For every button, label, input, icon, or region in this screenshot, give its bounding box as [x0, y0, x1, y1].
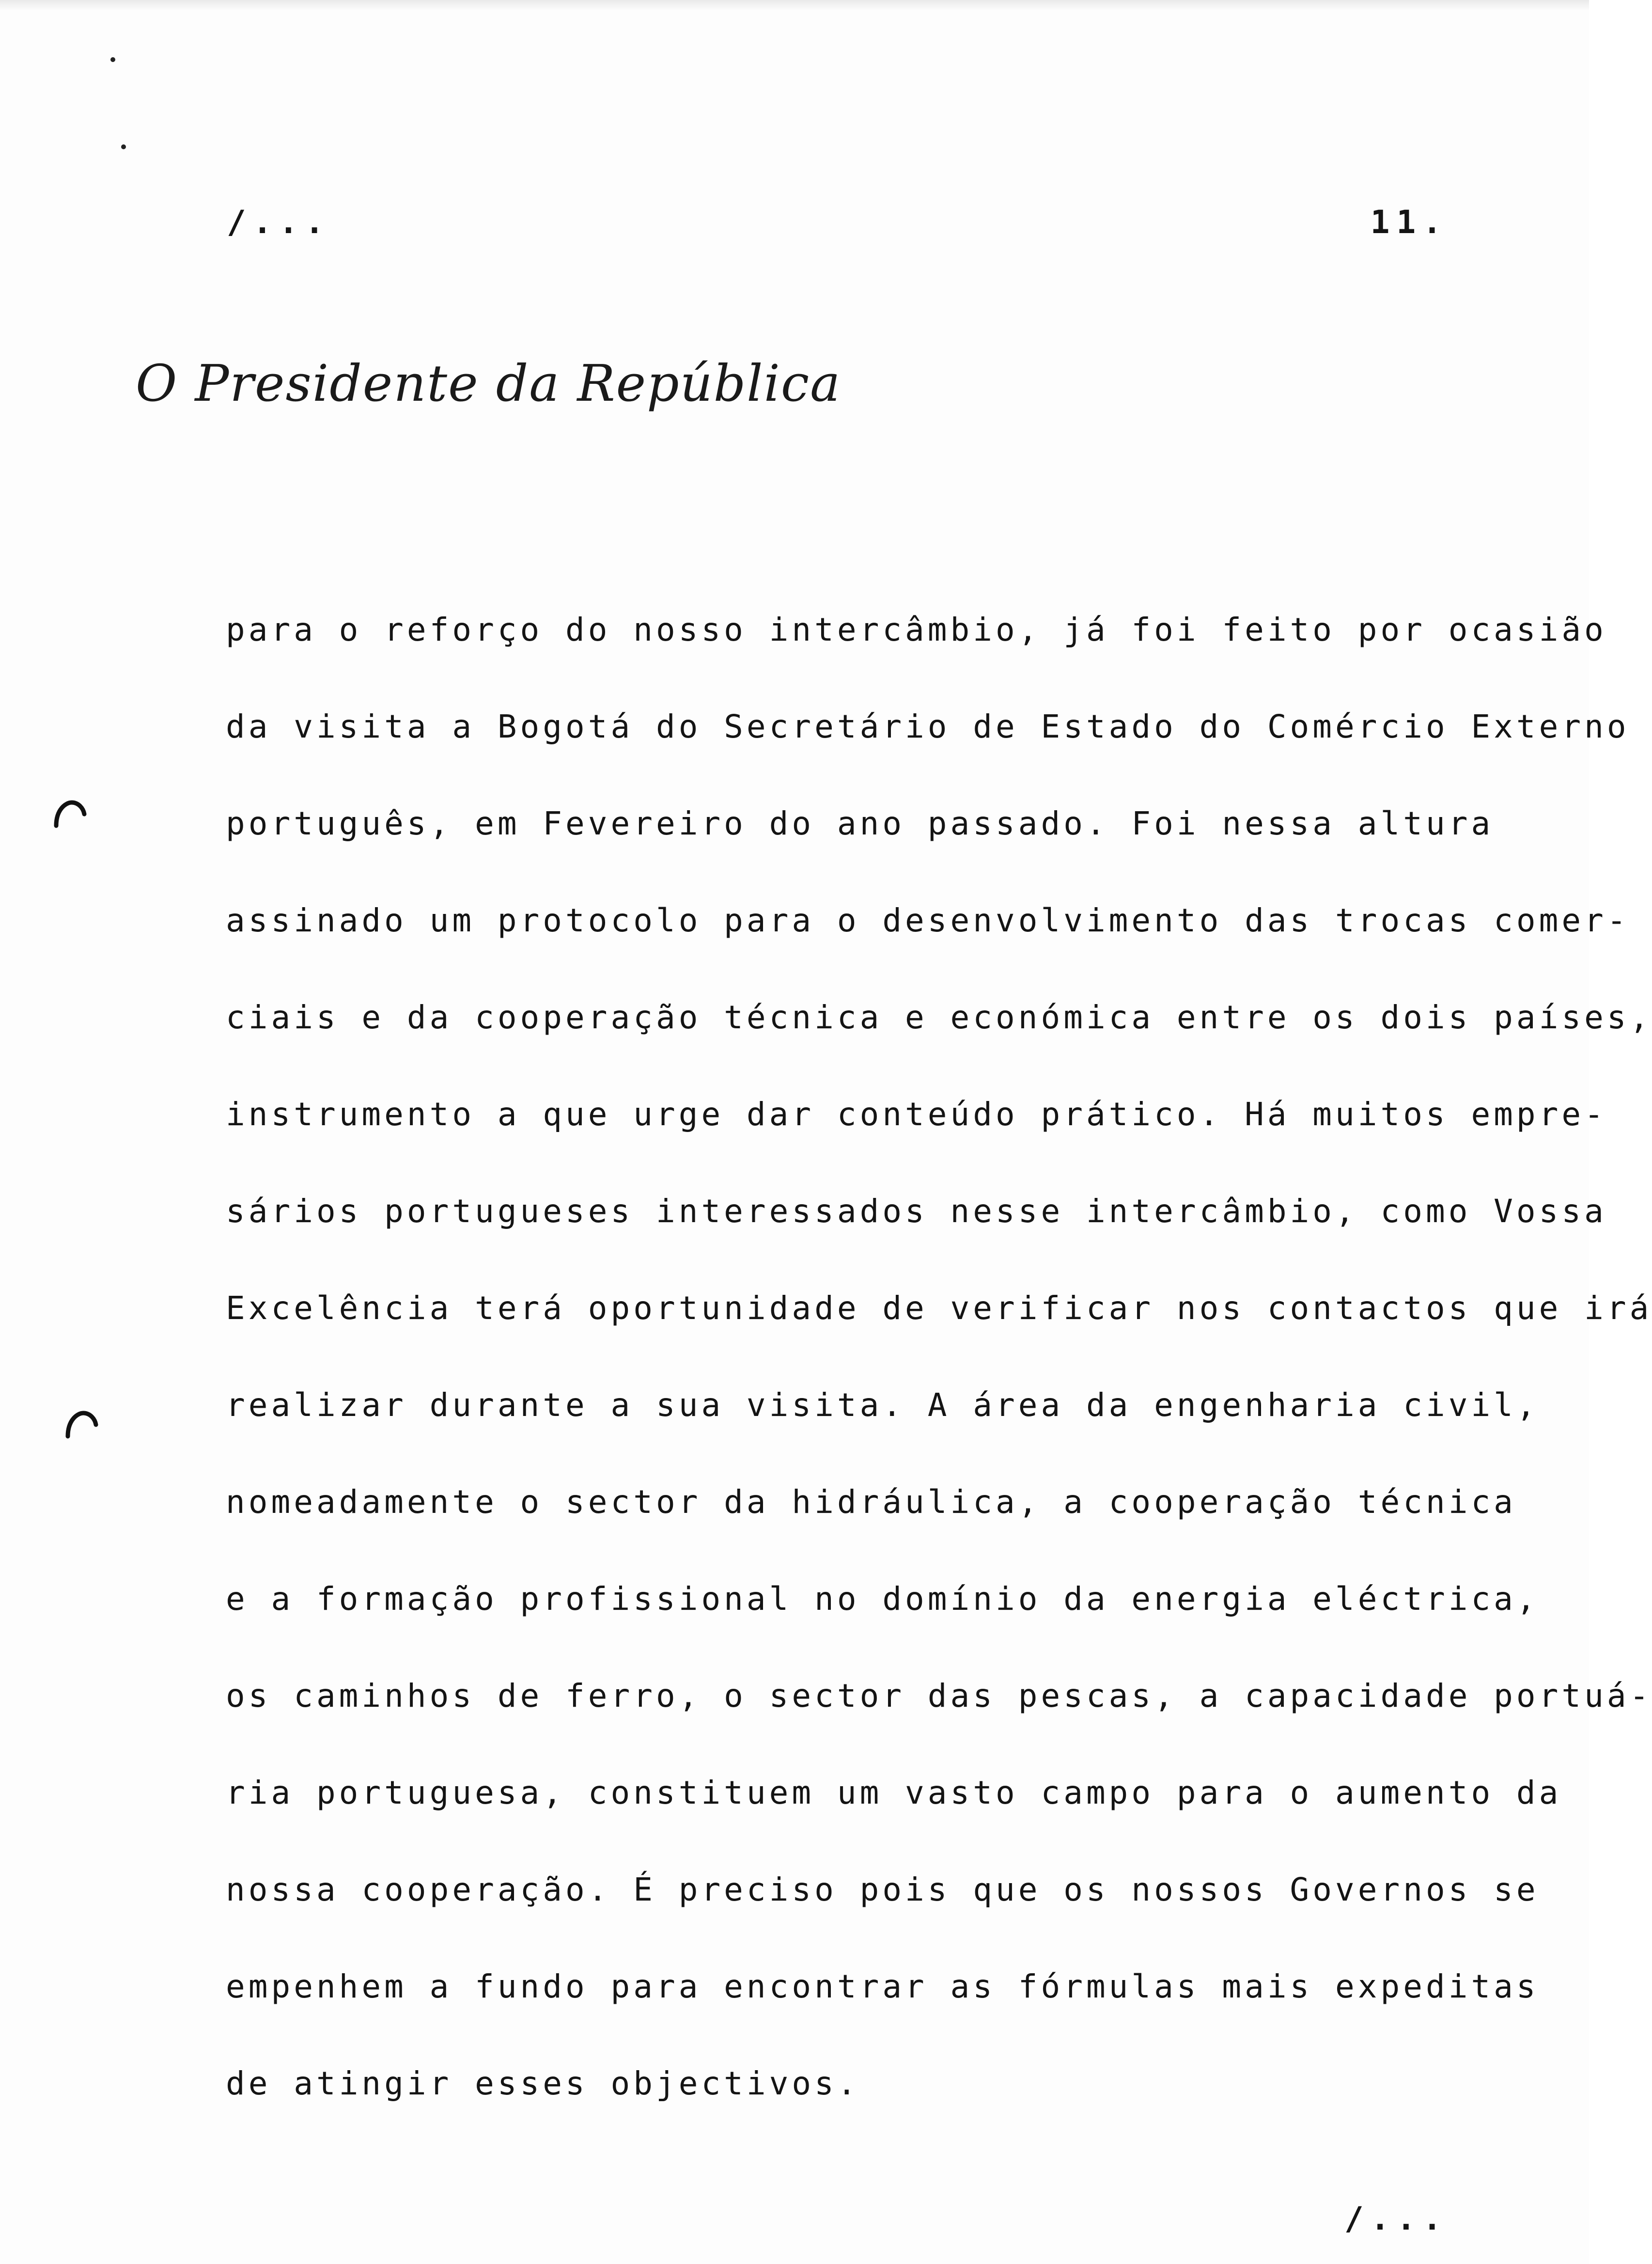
- punch-hole-icon: [64, 1410, 98, 1437]
- body-line: assinado um protocolo para o desenvolvimento das trocas comer-: [226, 902, 1630, 939]
- body-line: nomeadamente o sector da hidráulica, a cooperação técnica: [226, 1483, 1516, 1521]
- punch-hole-icon: [52, 800, 86, 827]
- body-line: ciais e da cooperação técnica e económica entre os dois países,: [226, 999, 1652, 1036]
- body-line: de atingir esses objectivos.: [226, 2065, 860, 2102]
- scan-speck: [110, 57, 115, 62]
- header-continuation-mark: /...: [227, 204, 331, 241]
- body-line: sários portugueses interessados nesse intercâmbio, como Vossa: [226, 1193, 1607, 1230]
- letterhead: [102, 349, 842, 431]
- body-line: os caminhos de ferro, o sector das pescas, a capacidade portuá-: [226, 1677, 1652, 1714]
- scan-edge-shadow: [0, 0, 1589, 11]
- footer-continuation-mark: /...: [1344, 2200, 1449, 2237]
- body-line: e a formação profissional no domínio da energia eléctrica,: [226, 1580, 1539, 1618]
- scan-speck: [121, 144, 126, 149]
- body-line: instrumento a que urge dar conteúdo prático. Há muitos empre-: [226, 1096, 1607, 1133]
- body-line: empenhem a fundo para encontrar as fórmulas mais expeditas: [226, 1968, 1539, 2005]
- body-text: [226, 606, 1652, 2156]
- body-line: para o reforço do nosso intercâmbio, já foi feito por ocasião: [226, 611, 1607, 648]
- body-line: realizar durante a sua visita. A área da engenharia civil,: [226, 1386, 1539, 1424]
- body-line: Excelência terá oportunidade de verificar nos contactos que irá: [226, 1289, 1652, 1327]
- body-line: da visita a Bogotá do Secretário de Estado do Comércio Externo: [226, 708, 1630, 745]
- body-line: ria portuguesa, constituem um vasto campo para o aumento da: [226, 1774, 1562, 1811]
- body-line: nossa cooperação. É preciso pois que os nossos Governos se: [226, 1871, 1539, 1908]
- body-line: português, em Fevereiro do ano passado. Foi nessa altura: [226, 805, 1494, 842]
- page-number: 11.: [1370, 204, 1449, 241]
- letterhead-title: O Presidente da República: [136, 354, 842, 413]
